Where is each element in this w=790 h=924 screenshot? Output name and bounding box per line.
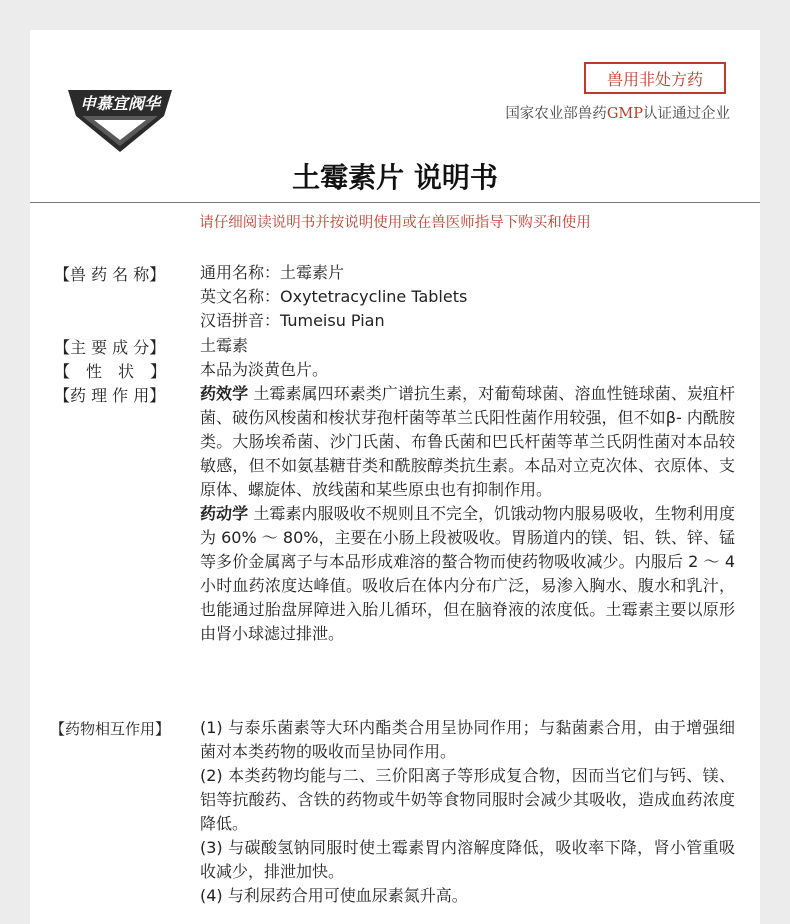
gmp-suffix: 认证通过企业 [643,106,730,122]
character-text: 本品为淡黄色片。 [200,360,329,379]
drug-name-block [200,261,735,333]
warning-text: 请仔细阅读说明书并按说明使用或在兽医师指导下购买和使用 [199,215,591,231]
title-divider [30,202,760,203]
label-ingredient: 【主 要 成 分】 [54,338,166,357]
label-pharmacology: 【药 理 作 用】 [54,386,166,405]
english-name: 英文名称：Oxytetracycline Tablets [200,287,468,306]
interaction-item-4: (4) 与利尿药合用可使血尿素氮升高。 [200,886,468,905]
pharmacokinetics-text: 土霉素内服吸收不规则且不完全，饥饿动物内服易吸收，生物利用度为 60% ～ 80%，主要在小肠上段被吸收。胃肠道内的镁、铝、铁、锌、锰等多价金属离子与本品形成难溶的螯合物而使药物吸收减少。内服后 2 ～ 4 小时血药浓度达峰值。吸收后在体内分布广泛，易渗入胸水、腹水和乳汁，也能通过胎盘屏障进入胎儿循环，但在脑脊液的浓度低。土霉素主要以原形由肾小球滤过排泄。 [200,504,735,643]
document-sheet [30,30,760,924]
rx-badge: 兽用非处方药 [584,62,726,94]
pharmacodynamics-paragraph [200,382,735,502]
company-logo [64,76,176,156]
gmp-highlight: GMP [606,106,643,122]
pharmacology-block [200,382,735,646]
pharmacodynamics-title: 药效学 [200,384,249,403]
label-drug-name: 【兽 药 名 称】 [54,265,166,284]
pinyin-name: 汉语拼音：Tumeisu Pian [200,311,385,330]
label-interaction: 【药物相互作用】 [50,720,171,738]
interaction-item-3: (3) 与碳酸氢钠同服时使土霉素胃内溶解度降低，吸收率下降，肾小管重吸收减少，排泄加快。 [200,838,735,881]
ingredient-text: 土霉素 [200,336,249,355]
interaction-item-1: (1) 与泰乐菌素等大环内酯类合用呈协同作用；与黏菌素合用，由于增强细菌对本类药物的吸收而呈协同作用。 [200,718,735,761]
gmp-prefix: 国家农业部兽药 [505,106,607,122]
pharmacokinetics-title: 药动学 [200,504,249,523]
gmp-certification [440,102,730,123]
pharmacokinetics-paragraph [200,502,735,646]
interaction-block [200,716,735,908]
svg-text:申慕宜阀华: 申慕宜阀华 [79,94,161,113]
label-character: 【 性 状 】 [54,362,167,381]
page-title: 土霉素片 说明书 [292,161,498,194]
pharmacodynamics-text: 土霉素属四环素类广谱抗生素，对葡萄球菌、溶血性链球菌、炭疽杆菌、破伤风梭菌和梭状芽孢杆菌等革兰氏阳性菌作用较强，但不如β- 内酰胺类。大肠埃希菌、沙门氏菌、布鲁氏菌和巴氏杆菌等革兰氏阴性菌对本品较敏感，但不如氨基糖苷类和酰胺醇类抗生素。本品对立克次体、衣原体、支原体、螺旋体、放线菌和某些原虫也有抑制作用。 [200,384,735,499]
generic-name: 通用名称：土霉素片 [200,263,345,282]
interaction-item-2: (2) 本类药物均能与二、三价阳离子等形成复合物，因而当它们与钙、镁、铝等抗酸药、含铁的药物或牛奶等食物同服时会减少其吸收，造成血药浓度降低。 [200,766,735,833]
